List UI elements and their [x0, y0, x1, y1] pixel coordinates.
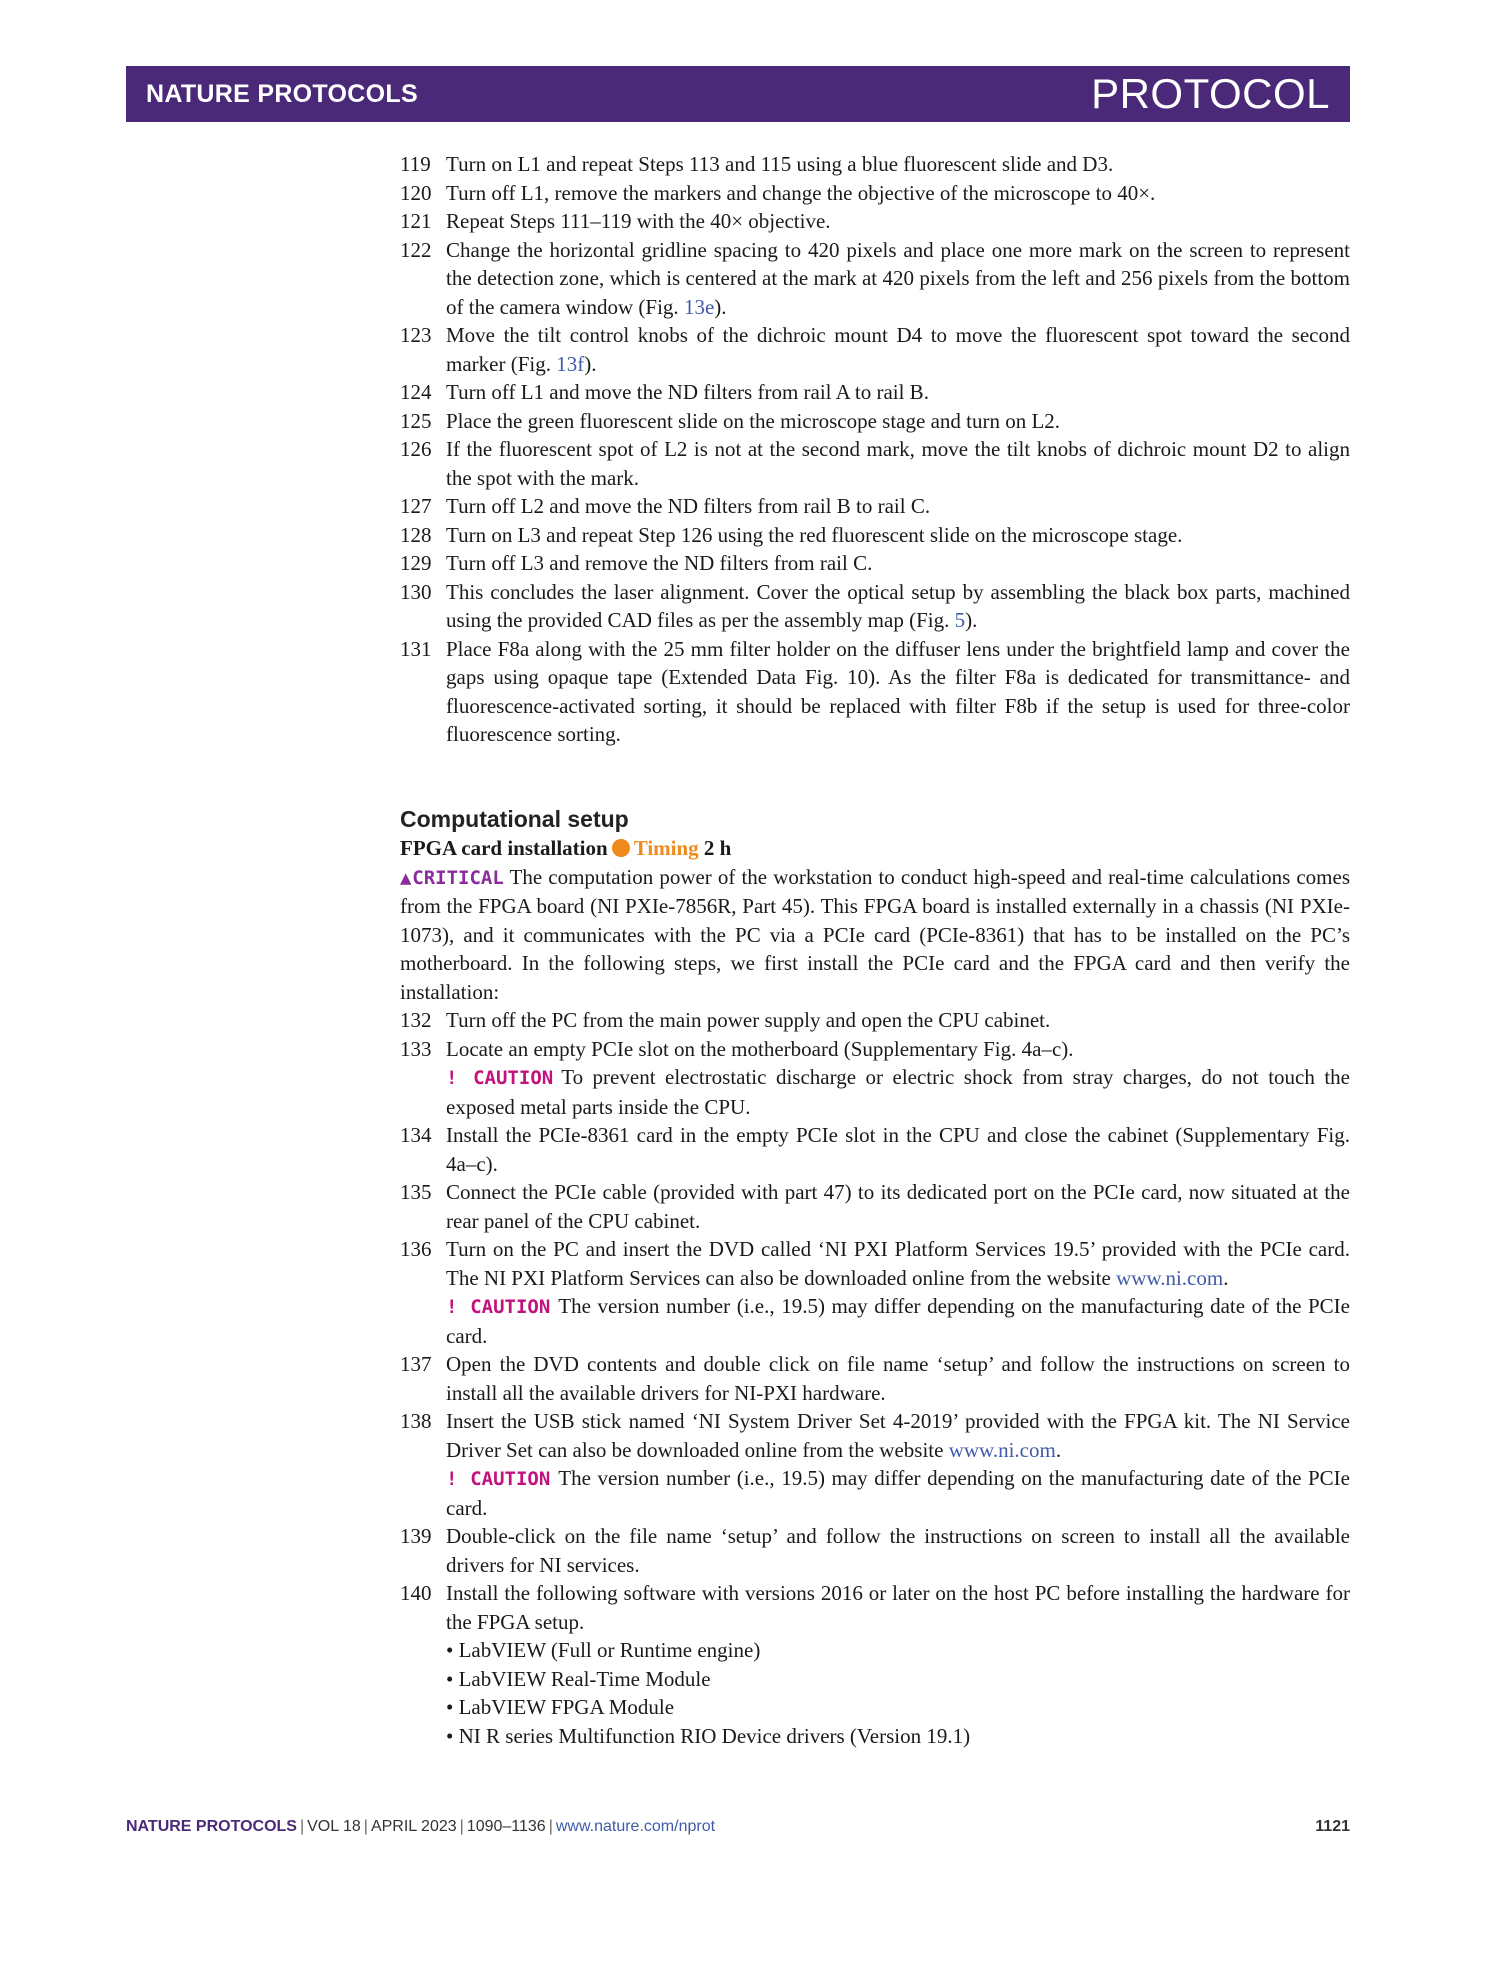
figure-link[interactable]: 13f — [556, 351, 585, 376]
step: 120 Turn off L1, remove the markers and change the objective of the microscope to 40×. — [400, 180, 1156, 205]
figure-link[interactable]: 5 — [954, 608, 966, 632]
step: 132 Turn off the PC from the main power supply and open the CPU cabinet. — [400, 1008, 1051, 1032]
step: 121 Repeat Steps 111–119 with the 40× objective. — [400, 209, 831, 233]
step: 139 Double-click on the file name ‘setup’ and follow the instructions on screen to install all the available drivers for NI services. — [400, 1524, 1350, 1577]
step: 129 Turn off L3 and remove the ND filters from rail C. — [400, 551, 873, 575]
steps-part-a — [400, 150, 1350, 749]
critical-label: ▲CRITICAL — [400, 866, 504, 889]
step: 140 Install the following software with versions 2016 or later on the host PC before installing the hardware for the FPGA setup. — [400, 1581, 1350, 1634]
step: 130 This concludes the laser alignment. Cover the optical setup by assembling the black box parts, machined using the provided CAD files as per the assembly map (Fig. 5). — [400, 579, 1350, 632]
list-item: • LabVIEW Real-Time Module — [446, 1666, 711, 1691]
step: 128 Turn on L3 and repeat Step 126 using the red fluorescent slide on the microscope stage. — [400, 522, 1183, 547]
step: 127 Turn off L2 and move the ND filters from rail B to rail C. — [400, 494, 931, 518]
step: 136 Turn on the PC and insert the DVD called ‘NI PXI Platform Services 19.5’ provided with the PCIe card. The NI PXI Platform Services can also be downloaded online from the website www.ni.com. — [400, 1237, 1350, 1290]
caution-label: ! CAUTION — [446, 1296, 551, 1318]
web-link[interactable]: www.ni.com — [1116, 1265, 1224, 1290]
step: 134 Install the PCIe-8361 card in the empty PCIe slot in the CPU and close the cabinet (Supplementary Fig. 4a–c). — [400, 1123, 1350, 1176]
critical-note: ▲CRITICAL The computation power of the workstation to conduct high-speed and real-time calculations comes from the FPGA board (NI PXIe-7856R, Part 45). This FPGA board is installed externally in a chassis (NI PXIe-1073), and it communicates with the PC via a PCIe card (PCIe-8361) that has to be installed on the PC’s motherboard. In the following steps, we first install the PCIe card and the FPGA card and then verify the installation: — [400, 864, 1350, 1004]
computational-setup-section — [400, 804, 1350, 1750]
section-heading: Computational setup — [400, 806, 629, 832]
subsection-heading: FPGA card installation Timing 2 h — [400, 836, 732, 860]
journal-url-link[interactable]: www.nature.com/nprot — [555, 1818, 716, 1835]
step: 122 Change the horizontal gridline spacing to 420 pixels and place one more mark on the screen to represent the detection zone, which is centered at the mark at 420 pixels from the left and 256 pixels from the bottom of the camera window (Fig. 13e). — [400, 237, 1350, 319]
step: 137 Open the DVD contents and double click on file name ‘setup’ and follow the instructions on screen to install all the available drivers for NI-PXI hardware. — [400, 1352, 1350, 1405]
caution-label: ! CAUTION — [446, 1067, 554, 1089]
web-link[interactable]: www.ni.com — [948, 1437, 1056, 1462]
caution-label: ! CAUTION — [446, 1468, 551, 1490]
step: 119 Turn on L1 and repeat Steps 113 and 115 using a blue fluorescent slide and D3. — [400, 152, 1114, 176]
figure-link[interactable]: 13e — [683, 294, 715, 319]
step: 124 Turn off L1 and move the ND filters from rail A to rail B. — [400, 380, 929, 404]
list-item: • NI R series Multifunction RIO Device drivers (Version 19.1) — [446, 1723, 971, 1748]
page-footer — [126, 1818, 1350, 1836]
article-type: PROTOCOL — [1091, 70, 1330, 117]
step: 123 Move the tilt control knobs of the dichroic mount D4 to move the fluorescent spot toward the second marker (Fig. 13f). — [400, 323, 1350, 376]
page-number: 1121 — [1315, 1818, 1350, 1835]
list-item: • LabVIEW FPGA Module — [446, 1695, 675, 1719]
caution-note: ! CAUTION To prevent electrostatic discharge or electric shock from stray charges, do not touch the exposed metal parts inside the CPU. — [446, 1065, 1350, 1119]
journal-name: NATURE PROTOCOLS — [146, 79, 418, 108]
timing-dot-icon — [612, 839, 630, 857]
step: 126 If the fluorescent spot of L2 is not at the second mark, move the tilt knobs of dichroic mount D2 to align the spot with the mark. — [400, 437, 1350, 490]
step: 138 Insert the USB stick named ‘NI System Driver Set 4-2019’ provided with the FPGA kit. The NI Service Driver Set can also be downloaded online from the website www.ni.com. — [400, 1409, 1350, 1462]
footer-citation: NATURE PROTOCOLS | VOL 18 | APRIL 2023 | 1090–1136 | www.nature.com/nprot — [126, 1818, 716, 1835]
list-item: • LabVIEW (Full or Runtime engine) — [446, 1638, 761, 1662]
step: 135 Connect the PCIe cable (provided with part 47) to its dedicated port on the PCIe card, now situated at the rear panel of the CPU cabinet. — [400, 1180, 1350, 1233]
step: 125 Place the green fluorescent slide on the microscope stage and turn on L2. — [400, 408, 1061, 433]
journal-header — [126, 66, 1350, 122]
step: 133 Locate an empty PCIe slot on the motherboard (Supplementary Fig. 4a–c). — [400, 1036, 1074, 1061]
caution-note: ! CAUTION The version number (i.e., 19.5) may differ depending on the manufacturing date of the PCIe card. — [446, 1294, 1350, 1348]
step: 131 Place F8a along with the 25 mm filter holder on the diffuser lens under the brightfield lamp and cover the gaps using opaque tape (Extended Data Fig. 10). As the filter F8a is dedicated for transmittance- and fluorescence-activated sorting, it should be replaced with filter F8b if the setup is used for three-color fluorescence sorting. — [400, 636, 1350, 746]
caution-note: ! CAUTION The version number (i.e., 19.5) may differ depending on the manufacturing date of the PCIe card. — [446, 1466, 1350, 1520]
